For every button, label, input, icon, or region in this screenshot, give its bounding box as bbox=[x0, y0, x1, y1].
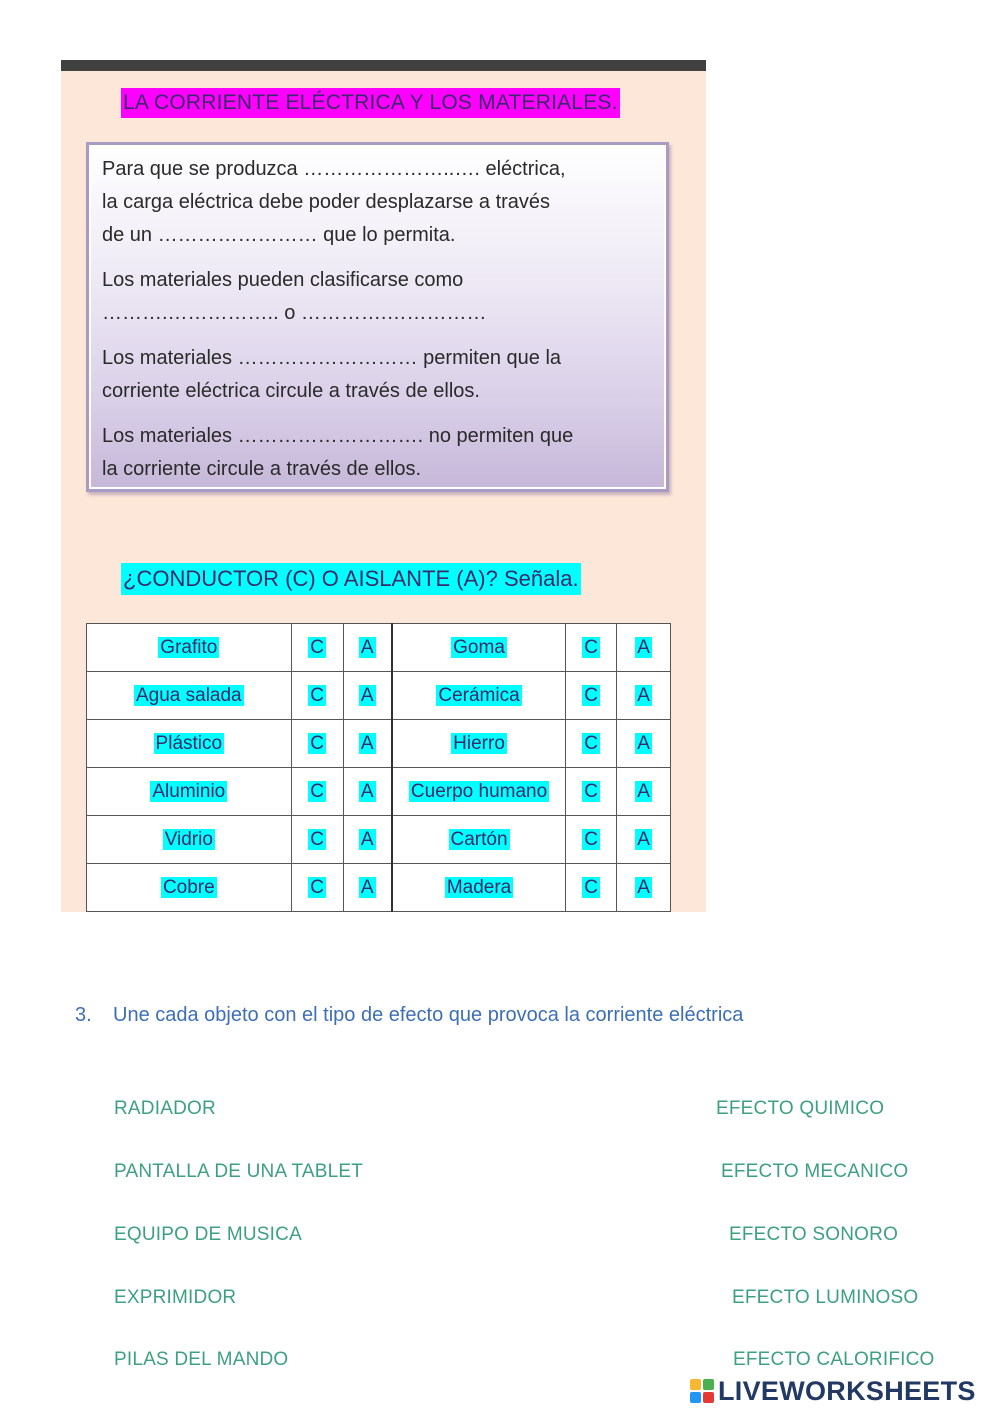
material-name: Cartón bbox=[450, 828, 508, 850]
question-number: 3. bbox=[75, 1004, 92, 1026]
material-name-cell bbox=[392, 816, 566, 864]
object-pantalla-tablet[interactable]: PANTALLA DE UNA TABLET bbox=[114, 1161, 364, 1182]
paragraph-line: Los materiales ……………………… permiten que la bbox=[102, 347, 562, 369]
table-row bbox=[87, 672, 671, 720]
material-name: Agua salada bbox=[135, 684, 242, 706]
object-exprimidor[interactable]: EXPRIMIDOR bbox=[114, 1287, 237, 1308]
logo-grid-icon bbox=[690, 1379, 714, 1403]
option-conductor-cell[interactable] bbox=[566, 768, 617, 816]
section2-title: ¿CONDUCTOR (C) O AISLANTE (A)? Señala. bbox=[121, 563, 581, 595]
option-aislante-cell[interactable] bbox=[617, 816, 671, 864]
table-row bbox=[87, 864, 671, 912]
option-aislante-cell[interactable] bbox=[617, 672, 671, 720]
liveworksheets-logo bbox=[690, 1374, 976, 1408]
object-radiador[interactable]: RADIADOR bbox=[114, 1098, 216, 1119]
option-conductor[interactable]: C bbox=[584, 876, 598, 898]
material-name: Aluminio bbox=[152, 780, 226, 802]
material-name: Cobre bbox=[162, 876, 215, 898]
material-name-cell bbox=[87, 768, 292, 816]
material-name-cell bbox=[87, 816, 292, 864]
option-conductor-cell[interactable] bbox=[566, 672, 617, 720]
paragraph-line: corriente eléctrica circule a través de ellos. bbox=[102, 380, 480, 402]
effect-luminoso[interactable]: EFECTO LUMINOSO bbox=[732, 1287, 919, 1308]
option-aislante[interactable]: A bbox=[360, 828, 374, 850]
logo-text: LIVEWORKSHEETS bbox=[718, 1375, 976, 1406]
option-conductor-cell[interactable] bbox=[566, 816, 617, 864]
instruction-text: Une cada objeto con el tipo de efecto que provoca la corriente eléctrica bbox=[113, 1004, 744, 1026]
option-aislante-cell[interactable] bbox=[617, 624, 671, 672]
option-conductor[interactable]: C bbox=[310, 780, 324, 802]
option-conductor[interactable]: C bbox=[310, 684, 324, 706]
paragraph-4 bbox=[102, 420, 656, 486]
materials-table bbox=[86, 623, 671, 912]
table-row bbox=[87, 624, 671, 672]
paragraph-line: Para que se produzca …………………..…. eléctrica, bbox=[102, 158, 566, 180]
option-conductor[interactable]: C bbox=[310, 636, 324, 658]
effect-quimico[interactable]: EFECTO QUIMICO bbox=[716, 1098, 885, 1119]
material-name: Plástico bbox=[155, 732, 223, 754]
paragraph-line: la corriente circule a través de ellos. bbox=[102, 458, 422, 480]
table-row bbox=[87, 816, 671, 864]
section1-title: LA CORRIENTE ELÉCTRICA Y LOS MATERIALES. bbox=[121, 88, 620, 118]
material-name-cell bbox=[392, 768, 566, 816]
material-name: Cuerpo humano bbox=[410, 780, 548, 802]
option-aislante[interactable]: A bbox=[637, 780, 650, 802]
paragraph-line: Los materiales ………………………. no permiten que bbox=[102, 425, 574, 447]
option-conductor[interactable]: C bbox=[584, 828, 598, 850]
material-name-cell bbox=[392, 720, 566, 768]
paragraph-1 bbox=[102, 153, 656, 252]
paragraph-line: de un …………………… que lo permita. bbox=[102, 224, 456, 246]
option-conductor-cell[interactable] bbox=[291, 864, 343, 912]
object-pilas-mando[interactable]: PILAS DEL MANDO bbox=[114, 1349, 289, 1370]
option-conductor-cell[interactable] bbox=[291, 720, 343, 768]
paragraph-line: Los materiales pueden clasificarse como bbox=[102, 269, 464, 291]
option-conductor-cell[interactable] bbox=[566, 624, 617, 672]
table-row bbox=[87, 768, 671, 816]
material-name: Vidrio bbox=[164, 828, 213, 850]
logo-square bbox=[703, 1379, 714, 1390]
material-name-cell bbox=[87, 672, 292, 720]
paragraph-line: la carga eléctrica debe poder desplazarse a través bbox=[102, 191, 551, 213]
material-name-cell bbox=[87, 864, 292, 912]
option-aislante-cell[interactable] bbox=[343, 672, 392, 720]
material-name: Cerámica bbox=[438, 684, 520, 706]
paragraph-line: ……….…………….. o ………….…………… bbox=[102, 302, 487, 324]
option-aislante[interactable]: A bbox=[637, 876, 650, 898]
option-conductor-cell[interactable] bbox=[566, 864, 617, 912]
option-conductor-cell[interactable] bbox=[566, 720, 617, 768]
option-conductor[interactable]: C bbox=[310, 876, 324, 898]
effect-sonoro[interactable]: EFECTO SONORO bbox=[729, 1224, 899, 1245]
option-conductor-cell[interactable] bbox=[291, 624, 343, 672]
option-conductor[interactable]: C bbox=[310, 828, 324, 850]
material-name: Hierro bbox=[453, 732, 505, 754]
option-aislante-cell[interactable] bbox=[617, 864, 671, 912]
option-aislante[interactable]: A bbox=[360, 732, 374, 754]
option-aislante[interactable]: A bbox=[360, 636, 374, 658]
option-aislante[interactable]: A bbox=[637, 828, 650, 850]
option-conductor[interactable]: C bbox=[584, 780, 598, 802]
option-aislante[interactable]: A bbox=[360, 780, 374, 802]
material-name: Grafito bbox=[160, 636, 218, 658]
option-aislante[interactable]: A bbox=[637, 636, 650, 658]
option-aislante-cell[interactable] bbox=[343, 720, 392, 768]
option-aislante-cell[interactable] bbox=[343, 864, 392, 912]
material-name-cell bbox=[87, 624, 292, 672]
option-aislante-cell[interactable] bbox=[343, 816, 392, 864]
material-name-cell bbox=[87, 720, 292, 768]
effect-mecanico[interactable]: EFECTO MECANICO bbox=[721, 1161, 909, 1182]
option-aislante-cell[interactable] bbox=[617, 768, 671, 816]
material-name-cell bbox=[392, 624, 566, 672]
option-aislante-cell[interactable] bbox=[617, 720, 671, 768]
logo-square bbox=[703, 1392, 714, 1403]
effect-calorifico[interactable]: EFECTO CALORIFICO bbox=[733, 1349, 935, 1370]
option-conductor[interactable]: C bbox=[310, 732, 324, 754]
material-name: Madera bbox=[446, 876, 512, 898]
material-name: Goma bbox=[453, 636, 505, 658]
option-conductor-cell[interactable] bbox=[291, 672, 343, 720]
table-row bbox=[87, 720, 671, 768]
material-name-cell bbox=[392, 672, 566, 720]
logo-square bbox=[690, 1392, 701, 1403]
option-aislante[interactable]: A bbox=[360, 876, 374, 898]
option-conductor[interactable]: C bbox=[584, 636, 598, 658]
option-conductor-cell[interactable] bbox=[291, 768, 343, 816]
fill-in-text-box bbox=[86, 142, 669, 492]
question-3-instruction bbox=[75, 1004, 743, 1027]
panel-top-bar bbox=[61, 60, 706, 71]
option-conductor[interactable]: C bbox=[584, 732, 598, 754]
option-conductor-cell[interactable] bbox=[291, 816, 343, 864]
option-aislante[interactable]: A bbox=[637, 732, 650, 754]
material-name-cell bbox=[392, 864, 566, 912]
option-aislante[interactable]: A bbox=[637, 684, 650, 706]
logo-square bbox=[690, 1379, 701, 1390]
paragraph-2 bbox=[102, 264, 656, 330]
paragraph-3 bbox=[102, 342, 656, 408]
option-aislante-cell[interactable] bbox=[343, 768, 392, 816]
option-aislante-cell[interactable] bbox=[343, 624, 392, 672]
option-conductor[interactable]: C bbox=[584, 684, 598, 706]
option-aislante[interactable]: A bbox=[360, 684, 374, 706]
object-equipo-musica[interactable]: EQUIPO DE MUSICA bbox=[114, 1224, 302, 1245]
